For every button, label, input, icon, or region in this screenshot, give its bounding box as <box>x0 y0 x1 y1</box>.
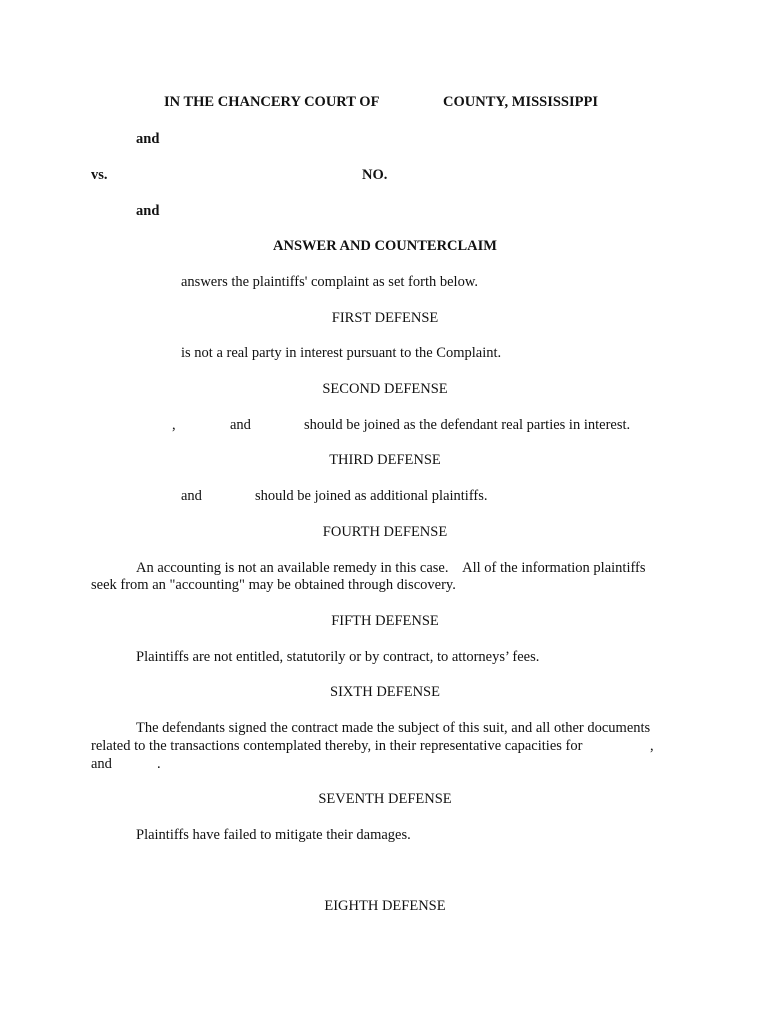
sixth-defense-line-1: The defendants signed the contract made the subject of this suit, and all other documents <box>136 720 651 736</box>
intro-paragraph: answers the plaintiffs' complaint as set forth below. <box>181 274 478 290</box>
fourth-defense-heading: FOURTH DEFENSE <box>322 524 448 540</box>
document-title: ANSWER AND COUNTERCLAIM <box>273 238 497 254</box>
second-defense-text: should be joined as the defendant real parties in interest. <box>304 417 631 433</box>
fourth-defense-line-1: An accounting is not an available remedy in this case. All of the information plaintiffs <box>136 560 646 576</box>
caption-vs: vs. <box>91 167 108 183</box>
second-defense-and: and <box>230 417 251 433</box>
caption-case-number: NO. <box>362 167 388 183</box>
third-defense-text: should be joined as additional plaintiffs. <box>255 488 488 504</box>
sixth-defense-line-3-and: and <box>91 756 112 772</box>
second-defense-comma: , <box>172 417 176 433</box>
third-defense-heading: THIRD DEFENSE <box>329 452 441 468</box>
sixth-defense-heading: SIXTH DEFENSE <box>330 684 440 700</box>
first-defense-heading: FIRST DEFENSE <box>331 310 439 326</box>
seventh-defense-heading: SEVENTH DEFENSE <box>318 791 452 807</box>
caption-and-defendants: and <box>136 203 160 219</box>
fourth-defense-line-2: seek from an "accounting" may be obtained through discovery. <box>91 577 456 593</box>
eighth-defense-heading: EIGHTH DEFENSE <box>324 898 446 914</box>
first-defense-text: is not a real party in interest pursuant to the Complaint. <box>181 345 502 361</box>
sixth-defense-line-2: related to the transactions contemplated thereby, in their representative capacities for <box>91 738 583 754</box>
fifth-defense-text: Plaintiffs are not entitled, statutorily or by contract, to attorneys’ fees. <box>136 649 540 665</box>
fifth-defense-heading: FIFTH DEFENSE <box>331 613 439 629</box>
court-heading: IN THE CHANCERY COURT OF <box>164 94 380 110</box>
second-defense-heading: SECOND DEFENSE <box>322 381 448 397</box>
sixth-defense-line-2-comma: , <box>650 738 654 754</box>
seventh-defense-text: Plaintiffs have failed to mitigate their damages. <box>136 827 411 843</box>
county-heading: COUNTY, MISSISSIPPI <box>443 94 598 110</box>
third-defense-and: and <box>181 488 202 504</box>
caption-and-plaintiffs: and <box>136 131 160 147</box>
sixth-defense-line-3-period: . <box>157 756 161 772</box>
